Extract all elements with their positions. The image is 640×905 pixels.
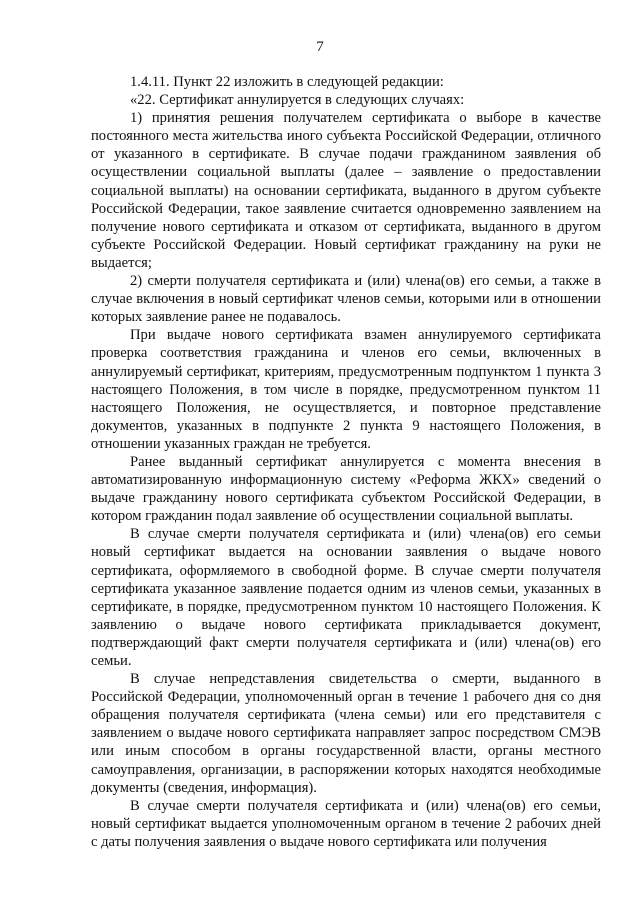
paragraph-new-certificate-check: При выдаче нового сертификата взамен аннулируемого сертификата проверка соответствия гражданина и членов его семьи, включенных в аннулируемый сертификат, критериям, предусмотренным подпунктом 1 пункта 3 настоящего Положения, в том числе в порядке, предусмотренном пунктом 11 настоящего Положения, не осуществляется, и повторное представление документов, указанных в подпункте 2 пункта 9 настоящего Положения, в отношении указанных граждан не требуется. [91,327,601,452]
paragraph-annulment-moment: Ранее выданный сертификат аннулируется с момента внесения в автоматизированную информационную систему «Реформа ЖКХ» сведений о выдаче гражданину нового сертификата субъектом Российской Федерации, в котором гражданин подал заявление об осуществлении социальной выплаты. [91,453,601,525]
document-body [91,73,601,851]
paragraph-new-certificate-term: В случае смерти получателя сертификата и (или) члена(ов) его семьи, новый сертификат выдается уполномоченным органом в течение 2 рабочих дней с даты получения заявления о выдаче нового сертификата или получения [91,797,601,850]
page-number: 7 [316,39,324,55]
paragraph-death-case: В случае смерти получателя сертификата и (или) члена(ов) его семьи новый сертификат выдается на основании заявления о выдаче нового сертификата, оформляемого в свободной форме. В случае смерти получателя сертификата указанное заявление подается одним из членов семьи, указанных в сертификате, в порядке, предусмотренном пунктом 10 настоящего Положения. К заявлению о выдаче нового сертификата прикладывается документ, подтверждающий факт смерти получателя сертификата и (или) члена(ов) его семьи. [91,526,601,669]
paragraph-amendment-intro: 1.4.11. Пункт 22 изложить в следующей редакции: [130,74,444,90]
paragraph-clause-22-item-2: 2) смерти получателя сертификата и (или) члена(ов) его семьи, а также в случае включения в новый сертификат членов семьи, которыми или в отношении которых заявление ранее не подавалось. [91,273,601,326]
paragraph-death-certificate-request: В случае непредставления свидетельства о смерти, выданного в Российской Федерации, уполномоченный орган в течение 1 рабочего дня со дня обращения получателя сертификата (члена семьи) или его представителя с заявлением о выдаче нового сертификата направляет запрос посредством СМЭВ или иным способом в органы государственной власти, органы местного самоуправления, организации, в распоряжении которых находятся необходимые документы (сведения, информация). [91,671,601,796]
paragraph-clause-22-item-1: 1) принятия решения получателем сертификата о выборе в качестве постоянного места жительства иного субъекта Российской Федерации, отличного от указанного в сертификате. В случае подачи гражданином заявления об осуществлении социальной выплаты (далее – заявление о предоставлении социальной выплаты) на основании сертификата, выданного в другом субъекте Российской Федерации, такое заявление считается одновременно заявлением на получение нового сертификата и отказом от сертификата, выданного в другом субъекте Российской Федерации. Новый сертификат гражданину на руки не выдается; [91,110,601,271]
paragraph-clause-22-heading: «22. Сертификат аннулируется в следующих случаях: [130,92,465,109]
